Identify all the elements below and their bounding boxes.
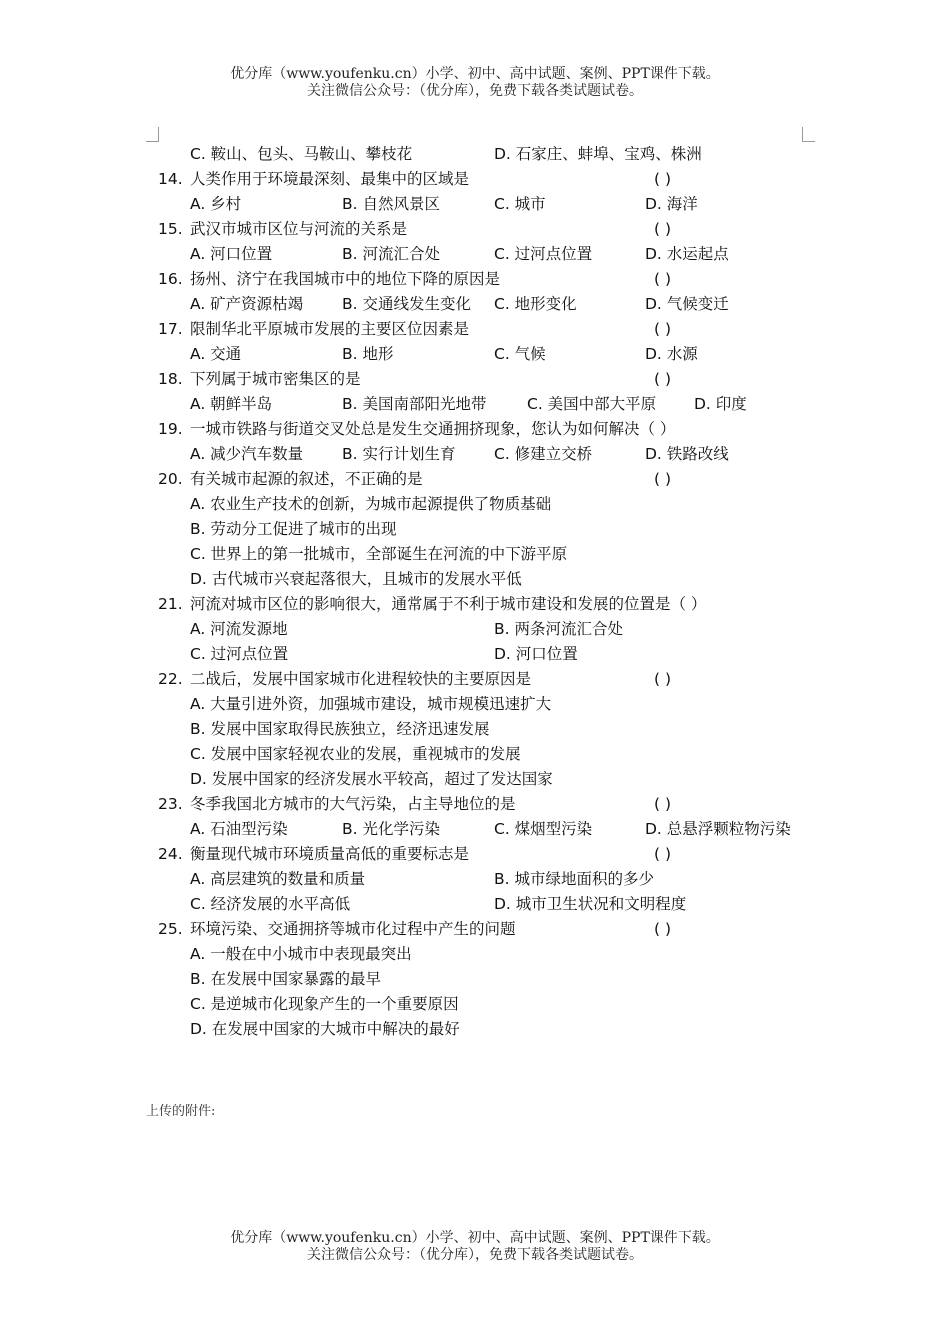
question-stem: 武汉市城市区位与河流的关系是 <box>190 220 408 238</box>
option-d: D. 古代城市兴衰起落很大，且城市的发展水平低 <box>190 570 522 588</box>
question-number: 17. <box>158 320 183 338</box>
option-b: B. 发展中国家取得民族独立，经济迅速发展 <box>190 720 490 738</box>
page-footer <box>0 1230 950 1264</box>
option-d: D. 气候变迁 <box>645 295 729 313</box>
option-a: A. 交通 <box>190 345 242 363</box>
option-c: C. 城市 <box>494 195 546 213</box>
option-c: C. 修建立交桥 <box>494 445 593 463</box>
option-d: D. 海洋 <box>645 195 698 213</box>
option-a: A. 一般在中小城市中表现最突出 <box>190 945 412 963</box>
option-a: A. 大量引进外资，加强城市建设，城市规模迅速扩大 <box>190 695 552 713</box>
question-stem: 一城市铁路与街道交叉处总是发生交通拥挤现象，您认为如何解决（ ） <box>190 420 676 438</box>
question-number: 22. <box>158 670 183 688</box>
question-number: 16. <box>158 270 183 288</box>
option-a: A. 矿产资源枯竭 <box>190 295 304 313</box>
option-c: C. 是逆城市化现象产生的一个重要原因 <box>190 995 459 1013</box>
option-c: C. 地形变化 <box>494 295 577 313</box>
option-b: B. 城市绿地面积的多少 <box>494 870 654 888</box>
option-a: A. 高层建筑的数量和质量 <box>190 870 366 888</box>
question-stem: 人类作用于环境最深刻、最集中的区域是 <box>190 170 470 188</box>
answer-blank: ( ) <box>654 320 672 338</box>
option-d: D. 发展中国家的经济发展水平较高，超过了发达国家 <box>190 770 553 788</box>
answer-blank: ( ) <box>654 170 672 188</box>
footer-line-2: 关注微信公众号：（优分库），免费下载各类试题试卷。 <box>307 1247 643 1263</box>
option-d: D. 水运起点 <box>645 245 729 263</box>
option-a: A. 减少汽车数量 <box>190 445 304 463</box>
option-d: D. 石家庄、蚌埠、宝鸡、株洲 <box>494 145 702 163</box>
option-d: D. 总悬浮颗粒物污染 <box>645 820 791 838</box>
answer-blank: ( ) <box>654 845 672 863</box>
option-a: A. 石油型污染 <box>190 820 288 838</box>
answer-blank: ( ) <box>654 470 672 488</box>
option-a: A. 乡村 <box>190 195 242 213</box>
option-b: B. 实行计划生育 <box>342 445 456 463</box>
option-d: D. 水源 <box>645 345 698 363</box>
footer-line-1: 优分库（www.youfenku.cn）小学、初中、高中试题、案例、PPT课件下载。 <box>230 1230 720 1246</box>
question-number: 20. <box>158 470 183 488</box>
answer-blank: ( ) <box>654 920 672 938</box>
option-c: C. 发展中国家轻视农业的发展，重视城市的发展 <box>190 745 521 763</box>
question-number: 19. <box>158 420 183 438</box>
question-stem: 环境污染、交通拥挤等城市化过程中产生的问题 <box>190 920 516 938</box>
question-number: 24. <box>158 845 183 863</box>
option-b: B. 交通线发生变化 <box>342 295 471 313</box>
answer-blank: ( ) <box>654 270 672 288</box>
option-a: A. 河口位置 <box>190 245 273 263</box>
option-a: A. 农业生产技术的创新，为城市起源提供了物质基础 <box>190 495 552 513</box>
option-b: B. 劳动分工促进了城市的出现 <box>190 520 397 538</box>
option-c: C. 经济发展的水平高低 <box>190 895 351 913</box>
question-stem: 下列属于城市密集区的是 <box>190 370 361 388</box>
option-d: D. 河口位置 <box>494 645 578 663</box>
answer-blank: ( ) <box>654 370 672 388</box>
question-stem: 有关城市起源的叙述，不正确的是 <box>190 470 423 488</box>
option-b: B. 光化学污染 <box>342 820 440 838</box>
question-stem: 冬季我国北方城市的大气污染，占主导地位的是 <box>190 795 516 813</box>
page-header <box>0 66 950 100</box>
option-b: B. 两条河流汇合处 <box>494 620 623 638</box>
header-line-1: 优分库（www.youfenku.cn）小学、初中、高中试题、案例、PPT课件下载。 <box>230 66 720 82</box>
crop-mark-left <box>146 127 159 142</box>
attachment-label: 上传的附件: <box>146 1104 216 1119</box>
answer-blank: ( ) <box>654 795 672 813</box>
option-b: B. 河流汇合处 <box>342 245 440 263</box>
option-b: B. 地形 <box>342 345 394 363</box>
option-c: C. 过河点位置 <box>190 645 289 663</box>
option-d: D. 城市卫生状况和文明程度 <box>494 895 687 913</box>
question-number: 21. <box>158 595 183 613</box>
question-number: 15. <box>158 220 183 238</box>
question-number: 23. <box>158 795 183 813</box>
option-d: D. 铁路改线 <box>645 445 729 463</box>
question-number: 25. <box>158 920 183 938</box>
option-c: C. 煤烟型污染 <box>494 820 593 838</box>
question-stem: 限制华北平原城市发展的主要区位因素是 <box>190 320 470 338</box>
option-b: B. 在发展中国家暴露的最早 <box>190 970 381 988</box>
question-stem: 衡量现代城市环境质量高低的重要标志是 <box>190 845 470 863</box>
option-c: C. 气候 <box>494 345 546 363</box>
answer-blank: ( ) <box>654 670 672 688</box>
header-line-2: 关注微信公众号：（优分库），免费下载各类试题试卷。 <box>307 83 643 99</box>
crop-mark-right <box>802 127 815 142</box>
question-stem: 河流对城市区位的影响很大，通常属于不利于城市建设和发展的位置是（ ） <box>190 595 707 613</box>
option-a: A. 朝鲜半岛 <box>190 395 273 413</box>
option-c: C. 世界上的第一批城市，全部诞生在河流的中下游平原 <box>190 545 568 563</box>
option-c: C. 美国中部大平原 <box>527 395 657 413</box>
question-number: 18. <box>158 370 183 388</box>
answer-blank: ( ) <box>654 220 672 238</box>
option-b: B. 美国南部阳光地带 <box>342 395 487 413</box>
question-stem: 二战后，发展中国家城市化进程较快的主要原因是 <box>190 670 532 688</box>
option-a: A. 河流发源地 <box>190 620 288 638</box>
option-d: D. 印度 <box>694 395 747 413</box>
option-c: C. 鞍山、包头、马鞍山、攀枝花 <box>190 145 413 163</box>
option-d: D. 在发展中国家的大城市中解决的最好 <box>190 1020 460 1038</box>
option-b: B. 自然风景区 <box>342 195 440 213</box>
question-stem: 扬州、济宁在我国城市中的地位下降的原因是 <box>190 270 501 288</box>
option-c: C. 过河点位置 <box>494 245 593 263</box>
question-number: 14. <box>158 170 183 188</box>
